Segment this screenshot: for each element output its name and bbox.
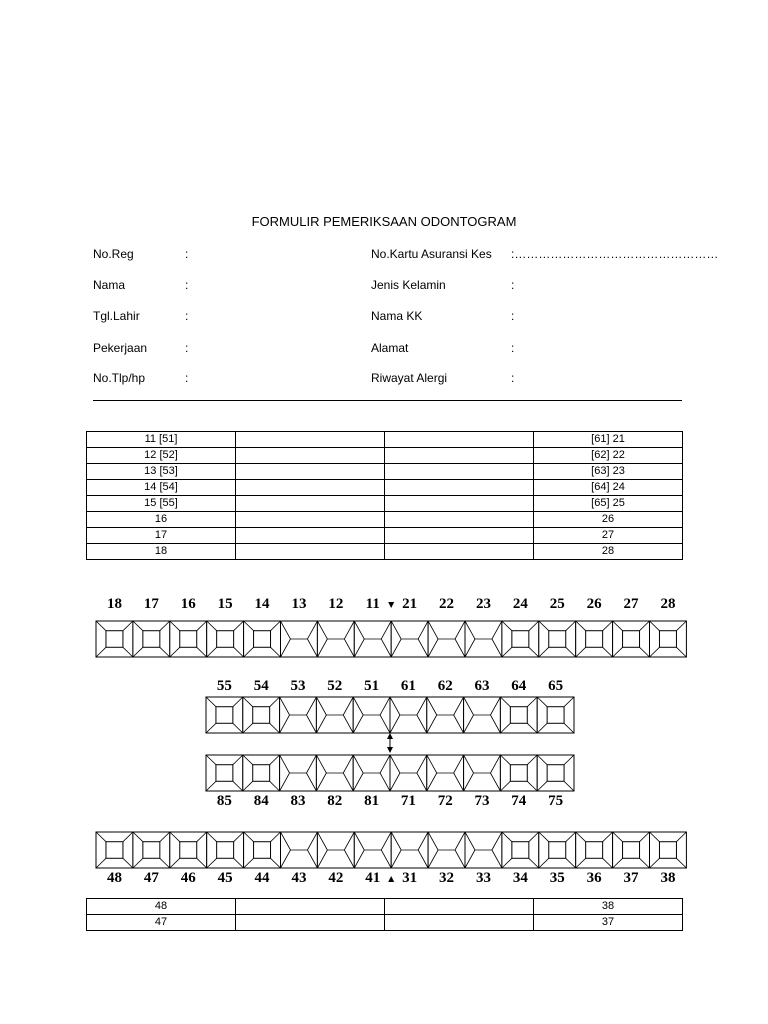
tooth-number: 18	[106, 596, 122, 612]
tooth-number: 63	[474, 678, 490, 694]
tooth-36[interactable]	[576, 832, 613, 868]
tooth-number: 41	[365, 870, 381, 886]
field-colon-no-kartu[interactable]: :……………………………………………	[511, 247, 719, 261]
tooth-number: 73	[474, 793, 490, 809]
tooth-number: 52	[327, 678, 343, 694]
tooth-23[interactable]	[465, 621, 502, 657]
tooth-18[interactable]	[96, 621, 133, 657]
tooth-label-cell: [61] 21	[534, 432, 683, 448]
tooth-number: 64	[511, 678, 527, 694]
tooth-85[interactable]	[206, 755, 243, 791]
midline-arrow-up-icon	[387, 733, 393, 739]
tooth-43[interactable]	[281, 832, 318, 868]
field-colon-riwayat-alergi[interactable]: :	[511, 371, 515, 385]
tooth-number: 27	[623, 596, 639, 612]
field-label-nama: Nama	[93, 278, 126, 292]
tooth-31[interactable]	[391, 832, 428, 868]
tooth-37[interactable]	[613, 832, 650, 868]
tooth-label-cell: 28	[534, 544, 683, 560]
tooth-number: 33	[475, 870, 491, 886]
tooth-15[interactable]	[207, 621, 244, 657]
tooth-62[interactable]	[427, 697, 464, 733]
field-colon-alamat[interactable]: :	[511, 341, 515, 355]
tooth-number: 42	[328, 870, 344, 886]
tooth-number: 82	[327, 793, 343, 809]
tooth-number: 85	[216, 793, 232, 809]
field-label-riwayat-alergi: Riwayat Alergi	[371, 371, 448, 385]
tooth-label-cell: 12 [52]	[87, 448, 236, 464]
tooth-number: 84	[253, 793, 269, 809]
tooth-number: 45	[217, 870, 233, 886]
tooth-48[interactable]	[96, 832, 133, 868]
tooth-number: 72	[437, 793, 453, 809]
tooth-74[interactable]	[500, 755, 537, 791]
tooth-61[interactable]	[390, 697, 427, 733]
tooth-number: 62	[437, 678, 453, 694]
tooth-13[interactable]	[281, 621, 318, 657]
field-colon-pekerjaan[interactable]: :	[185, 341, 189, 355]
tooth-label-cell: 17	[87, 528, 236, 544]
tooth-41[interactable]	[354, 832, 391, 868]
tooth-number: 47	[143, 870, 159, 886]
tooth-71[interactable]	[390, 755, 427, 791]
field-colon-nama[interactable]: :	[185, 278, 189, 292]
tooth-number: 12	[328, 596, 344, 612]
tooth-label-cell: 16	[87, 512, 236, 528]
tooth-number: 46	[180, 870, 196, 886]
tooth-number: 28	[660, 596, 676, 612]
midline-arrow-icon	[388, 602, 394, 608]
tooth-number: 74	[511, 793, 527, 809]
tooth-number: 23	[475, 596, 491, 612]
tooth-47[interactable]	[133, 832, 170, 868]
tooth-number: 37	[623, 870, 639, 886]
note-cell[interactable]	[236, 915, 385, 931]
tooth-81[interactable]	[353, 755, 390, 791]
tooth-number: 81	[364, 793, 380, 809]
tooth-number: 44	[254, 870, 270, 886]
tooth-21[interactable]	[391, 621, 428, 657]
tooth-22[interactable]	[428, 621, 465, 657]
tooth-24[interactable]	[502, 621, 539, 657]
tooth-35[interactable]	[539, 832, 576, 868]
tooth-number: 54	[253, 678, 269, 694]
tooth-54[interactable]	[243, 697, 280, 733]
tooth-number: 65	[548, 678, 564, 694]
field-label-alamat: Alamat	[371, 341, 409, 355]
tooth-number: 38	[660, 870, 676, 886]
field-colon-nama-kk[interactable]: :	[511, 309, 515, 323]
tooth-33[interactable]	[465, 832, 502, 868]
tooth-label-cell: 37	[534, 915, 683, 931]
tooth-label-cell: 48	[87, 899, 236, 915]
tooth-number: 51	[364, 678, 380, 694]
field-colon-no-reg[interactable]: :	[185, 247, 189, 261]
tooth-14[interactable]	[244, 621, 281, 657]
tooth-label-cell: 26	[534, 512, 683, 528]
field-label-pekerjaan: Pekerjaan	[93, 341, 148, 355]
tooth-73[interactable]	[464, 755, 501, 791]
tooth-number: 16	[180, 596, 196, 612]
tooth-number: 11	[365, 596, 380, 612]
tooth-75[interactable]	[537, 755, 574, 791]
tooth-84[interactable]	[243, 755, 280, 791]
tooth-number: 15	[217, 596, 233, 612]
tooth-26[interactable]	[576, 621, 613, 657]
tooth-number: 36	[586, 870, 602, 886]
note-cell[interactable]	[236, 899, 385, 915]
tooth-63[interactable]	[464, 697, 501, 733]
field-colon-jenis-kelamin[interactable]: :	[511, 278, 515, 292]
tooth-label-cell: 27	[534, 528, 683, 544]
tooth-label-cell: 47	[87, 915, 236, 931]
tooth-51[interactable]	[353, 697, 390, 733]
field-colon-tgl-lahir[interactable]: :	[185, 309, 189, 323]
tooth-25[interactable]	[539, 621, 576, 657]
tooth-number: 43	[291, 870, 307, 886]
tooth-number: 24	[512, 596, 528, 612]
note-cell[interactable]	[385, 899, 534, 915]
table-row	[87, 915, 683, 931]
tooth-65[interactable]	[537, 697, 574, 733]
tooth-72[interactable]	[427, 755, 464, 791]
tooth-label-cell: 14 [54]	[87, 480, 236, 496]
tooth-number: 26	[586, 596, 602, 612]
tooth-label-cell: 13 [53]	[87, 464, 236, 480]
tooth-number: 21	[402, 596, 418, 612]
field-colon-no-tlp[interactable]: :	[185, 371, 189, 385]
tooth-28[interactable]	[650, 621, 687, 657]
tooth-number: 17	[143, 596, 159, 612]
field-label-nama-kk: Nama KK	[371, 309, 423, 323]
tooth-label-cell: [63] 23	[534, 464, 683, 480]
tooth-number: 75	[548, 793, 564, 809]
tooth-16[interactable]	[170, 621, 207, 657]
tooth-label-cell: [62] 22	[534, 448, 683, 464]
tooth-45[interactable]	[207, 832, 244, 868]
field-label-no-reg: No.Reg	[93, 247, 134, 261]
tooth-number: 83	[290, 793, 306, 809]
tooth-label-cell: 18	[87, 544, 236, 560]
field-label-no-kartu: No.Kartu Asuransi Kes	[371, 247, 492, 261]
midline-arrow-icon	[388, 876, 394, 882]
tooth-42[interactable]	[317, 832, 354, 868]
tooth-number: 13	[291, 596, 307, 612]
tooth-number: 35	[549, 870, 565, 886]
tooth-label-cell: [64] 24	[534, 480, 683, 496]
tooth-64[interactable]	[500, 697, 537, 733]
field-label-tgl-lahir: Tgl.Lahir	[93, 309, 140, 323]
tooth-32[interactable]	[428, 832, 465, 868]
tooth-27[interactable]	[613, 621, 650, 657]
form-title: FORMULIR PEMERIKSAAN ODONTOGRAM	[251, 214, 517, 229]
midline-arrow-down-icon	[387, 747, 393, 753]
tooth-83[interactable]	[280, 755, 317, 791]
tooth-17[interactable]	[133, 621, 170, 657]
tooth-number: 48	[106, 870, 122, 886]
tooth-number: 25	[549, 596, 565, 612]
tooth-11[interactable]	[354, 621, 391, 657]
tooth-number: 55	[216, 678, 232, 694]
tooth-number: 61	[400, 678, 416, 694]
tooth-44[interactable]	[244, 832, 281, 868]
tooth-46[interactable]	[170, 832, 207, 868]
tooth-52[interactable]	[316, 697, 353, 733]
lower-tooth-table	[86, 898, 683, 931]
tooth-number: 31	[402, 870, 418, 886]
tooth-82[interactable]	[316, 755, 353, 791]
tooth-number: 22	[439, 596, 455, 612]
tooth-number: 32	[439, 870, 455, 886]
tooth-number: 71	[400, 793, 416, 809]
tooth-34[interactable]	[502, 832, 539, 868]
tooth-label-cell: [65] 25	[534, 496, 683, 512]
tooth-55[interactable]	[206, 697, 243, 733]
tooth-number: 14	[254, 596, 270, 612]
field-label-jenis-kelamin: Jenis Kelamin	[371, 278, 446, 292]
tooth-label-cell: 15 [55]	[87, 496, 236, 512]
tooth-label-cell: 11 [51]	[87, 432, 236, 448]
tooth-12[interactable]	[317, 621, 354, 657]
tooth-number: 53	[290, 678, 306, 694]
tooth-label-cell: 38	[534, 899, 683, 915]
tooth-number: 34	[512, 870, 528, 886]
note-cell[interactable]	[385, 915, 534, 931]
table-row	[87, 899, 683, 915]
field-label-no-tlp: No.Tlp/hp	[93, 371, 146, 385]
tooth-53[interactable]	[280, 697, 317, 733]
tooth-38[interactable]	[650, 832, 687, 868]
